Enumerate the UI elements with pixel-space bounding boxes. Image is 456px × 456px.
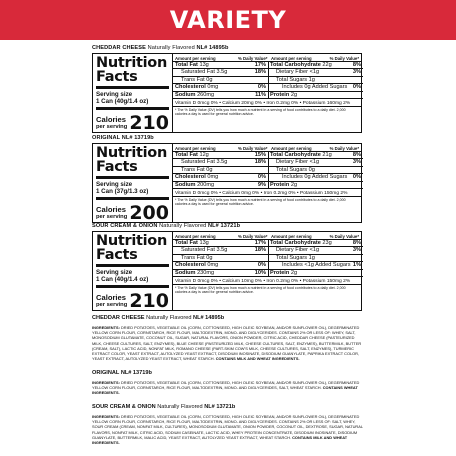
calories-label: Calories	[96, 205, 126, 214]
nutrient-amount: 0mg	[205, 84, 219, 91]
nutrient-label	[270, 84, 347, 91]
nutrient-name: Dietary Fiber	[276, 159, 309, 166]
calories-sub: per serving	[96, 124, 128, 130]
nutrition-title: Nutrition	[96, 145, 167, 161]
nutrient-row	[173, 77, 268, 84]
calories-sub: per serving	[96, 214, 128, 220]
nutrient-name: Total Fat	[175, 240, 198, 246]
nutrient-name: Total Carbohydrate	[270, 152, 321, 158]
dv-footnote: * The % Daily Value (DV) tells you how much a nutrient in a serving of food contributes to a daily diet. 2,000 calories a day is used for general nutrition advice.	[175, 108, 346, 117]
nutrient-dv: 0%	[257, 262, 266, 269]
calories-value: 200	[129, 202, 169, 224]
serving-size-value: 1 Can (40g/1.4 oz)	[96, 276, 149, 283]
panel-flavor-label	[92, 223, 240, 229]
nutrient-row	[173, 84, 268, 91]
nutrient-name: Total Carbohydrate	[270, 240, 321, 246]
flavor-suffix: Naturally Flavored	[146, 315, 194, 321]
nutrient-dv: 8%	[352, 62, 361, 68]
nutrient-amount: 0mg	[205, 262, 219, 269]
flavor-suffix: Naturally Flavored	[159, 223, 209, 229]
nutrient-dv: 3%	[352, 247, 361, 254]
calories-row	[96, 290, 169, 312]
nutrient-name: Trans Fat	[181, 254, 205, 261]
nutrient-amount: 22g	[320, 62, 332, 68]
calories-label-group	[96, 206, 127, 220]
thick-rule	[96, 107, 169, 110]
facts-title: Facts	[96, 247, 138, 263]
nutrient-row	[268, 182, 363, 189]
nutrient-label	[270, 182, 297, 189]
nutrient-dv: 17%	[254, 240, 266, 246]
nutrient-name: Trans Fat	[181, 76, 205, 83]
serving-size-value: 1 Can (40g/1.4 oz)	[96, 98, 149, 105]
nutrient-name: Cholesterol	[175, 262, 206, 269]
calories-value: 210	[129, 290, 169, 312]
nutrition-title: Nutrition	[96, 233, 167, 249]
flavor-name: CHEDDAR CHEESE	[92, 45, 148, 51]
nutrient-amount: 0g	[307, 166, 315, 173]
calories-row	[96, 202, 169, 224]
calories-label: Calories	[96, 115, 126, 124]
nutrient-name: Dietary Fiber	[276, 247, 309, 254]
nutrient-label	[175, 69, 227, 76]
banner-title: VARIETY	[169, 6, 287, 34]
flavor-suffix: Naturally Flavored	[147, 45, 197, 51]
nutrient-row	[268, 174, 363, 181]
nutrient-label	[270, 240, 332, 247]
dv-header: % Daily Value*	[329, 145, 359, 151]
nutrient-dv: 0%	[352, 174, 361, 181]
nutrient-row	[268, 262, 363, 269]
nutrient-label	[270, 69, 319, 76]
panel-left-column	[93, 232, 173, 310]
flavor-name: CHEDDAR CHEESE	[92, 315, 147, 321]
variety-banner	[0, 0, 456, 40]
nutrient-row	[173, 167, 268, 174]
nutrition-facts-panel	[92, 53, 362, 133]
nutrient-name: Sodium	[175, 269, 196, 276]
nutrient-name: Total Sugars	[276, 166, 308, 173]
nutrient-label	[175, 152, 209, 159]
nutrient-suffix: Added Sugars	[310, 174, 348, 181]
nl-code: NL# 13719b	[120, 370, 152, 376]
nutrient-dv: 17%	[254, 62, 266, 68]
nutrient-amount: 12g	[197, 152, 209, 158]
nutrient-label	[175, 182, 214, 189]
nutrient-name: Protein	[270, 269, 290, 276]
nutrient-dv: 8%	[352, 152, 361, 158]
nl-code: NL# 14895b	[193, 315, 225, 321]
nutrient-amount: 260mg	[195, 91, 215, 98]
calories-value: 210	[129, 112, 169, 134]
nutrient-name: Cholesterol	[175, 84, 206, 91]
calories-label: Calories	[96, 293, 126, 302]
calories-row	[96, 112, 169, 134]
nutrient-name: Saturated Fat	[181, 247, 215, 254]
nutrient-row	[173, 92, 268, 99]
nutrient-label	[270, 247, 319, 254]
amount-header: Amount per serving	[271, 55, 312, 61]
dv-footnote: * The % Daily Value (DV) tells you how much a nutrient in a serving of food contributes to a daily diet. 2,000 calories a day is used for general nutrition advice.	[175, 286, 346, 295]
nutrition-facts-panel	[92, 143, 362, 223]
nutrient-row	[173, 182, 268, 189]
nutrient-label	[270, 159, 319, 166]
amount-header: Amount per serving	[175, 233, 216, 239]
nutrient-name: Includes	[282, 84, 303, 91]
panel-flavor-label	[92, 45, 229, 51]
nutrient-label	[175, 240, 209, 247]
nutrient-label	[270, 174, 347, 181]
nutrient-row	[268, 152, 363, 159]
nutrient-label	[175, 167, 213, 174]
amount-header: Amount per serving	[175, 55, 216, 61]
ingredients-text	[92, 380, 364, 396]
thick-rule	[96, 264, 169, 267]
nl-code: NL# 13721b	[204, 404, 236, 410]
nutrient-dv: 10%	[254, 269, 266, 276]
nutrient-amount: 0g	[204, 254, 213, 261]
nutrient-row	[268, 247, 363, 254]
nutrient-label	[175, 255, 213, 262]
nutrient-amount: 23g	[320, 240, 332, 246]
nutrient-suffix: Added Sugars	[313, 262, 351, 269]
nutrient-row	[268, 92, 363, 99]
ingredients-text	[92, 325, 364, 361]
vitamins-row: Vitamin D 0mcg 0% • Calcium 20mg 0% • Iron 0.2mg 0% • Potassium 160mg 2%	[173, 100, 361, 107]
nl-code: NL# 13721b	[208, 223, 241, 229]
nutrient-dv: 15%	[254, 152, 266, 158]
flavor-name: SOUR CREAM & ONION	[92, 223, 160, 229]
nutrient-label	[270, 262, 351, 269]
panel-nutrients	[173, 144, 361, 222]
nutrition-facts-panel	[92, 231, 362, 311]
nutrient-amount: 2g	[289, 91, 298, 98]
nutrient-dv: 3%	[352, 69, 361, 76]
calories-label-group	[96, 294, 127, 308]
nutrient-name: Total Sugars	[276, 76, 308, 83]
nutrient-amount: 1g	[307, 76, 315, 83]
nutrient-row	[268, 255, 363, 262]
dv-header-row	[173, 232, 361, 240]
panel-nutrients	[173, 54, 361, 132]
nutrient-amount: <1g	[308, 69, 320, 76]
nutrient-amount: 0mg	[205, 174, 219, 181]
contains-statement: CONTAINS MILK AND WHEAT INGREDIENTS.	[92, 434, 348, 446]
vitamins-row: Vitamin D 0mcg 0% • Calcium 0mg 0% • Iron 0.2mg 0% • Potassium 150mg 2%	[173, 190, 361, 197]
panel-flavor-label	[92, 135, 154, 141]
nutrient-amount: 3.5g	[214, 69, 228, 76]
nutrient-name: Total Fat	[175, 152, 198, 158]
nutrient-label	[270, 167, 315, 174]
serving-size-value: 1 Can (37g/1.3 oz)	[96, 188, 149, 195]
nutrient-label	[270, 270, 297, 277]
nutrient-amount: 0g	[302, 84, 311, 91]
nutrient-dv: 1%	[352, 262, 361, 269]
nutrient-label	[175, 84, 218, 91]
nutrient-row	[268, 69, 363, 76]
nutrient-label	[270, 77, 315, 84]
nutrient-label	[270, 92, 297, 99]
nutrient-dv: 9%	[257, 181, 266, 188]
ingredients-list: DRIED POTATOES, VEGETABLE OIL (CORN, COTTONSEED, HIGH OLEIC SOYBEAN, AND/OR SUNFLOWER OIL), DEGERMINATED YELLOW CORN FLOUR, CORNSTARCH, RICE FLOUR, MALTODEXTRIN, MONO- AND DIGLYCERIDES. CONTAINS 2% OR LESS OF: SALT, WHEY, SOUR CREAM (CREAM, NONFAT MILK, CULTURES), MONOSODIUM GLUTAMATE, ONION POWDER, COCONUT OIL, DEXTROSE, SUGAR, NATURAL FLAVORS, NONFAT MILK, CITRIC ACID, SODIUM CASEINATE, LACTIC ACID, WHEY PROTEIN CONCENTRATE, DISODIUM INOSINATE, DISODIUM GUANYLATE, BUTTERMILK, MALIC ACID, YEAST EXTRACT, AUTOLYZED YEAST EXTRACT, WHEAT STARCH.	[92, 414, 363, 440]
nutrient-dv: 8%	[352, 240, 361, 246]
facts-title: Facts	[96, 69, 138, 85]
nutrient-dv: 18%	[254, 159, 266, 166]
nutrient-row	[173, 247, 268, 254]
ingredients-lead: INGREDIENTS:	[92, 325, 121, 330]
nutrient-amount: 13g	[197, 62, 209, 68]
nutrient-row	[173, 270, 268, 277]
nutrient-dv: 18%	[254, 69, 266, 76]
nutrient-name: Protein	[270, 181, 290, 188]
nutrient-label	[175, 262, 218, 269]
nutrient-name: Protein	[270, 91, 290, 98]
vitamins-row: Vitamin D 0mcg 0% • Calcium 10mg 0% • Iron 0.2mg 0% • Potassium 150mg 2%	[173, 278, 361, 285]
facts-title: Facts	[96, 159, 138, 175]
nutrient-label	[175, 62, 209, 69]
dv-header: % Daily Value*	[329, 55, 359, 61]
ingredients-text	[92, 414, 364, 445]
nutrient-amount: 2g	[289, 269, 298, 276]
dv-footnote: * The % Daily Value (DV) tells you how much a nutrient in a serving of food contributes to a daily diet. 2,000 calories a day is used for general nutrition advice.	[175, 198, 346, 207]
contains-statement: CONTAINS MILK AND WHEAT INGREDIENTS.	[215, 356, 300, 362]
nutrient-dv: 3%	[352, 159, 361, 166]
flavor-name: ORIGINAL	[92, 370, 121, 376]
nutrient-row	[173, 174, 268, 181]
nutrient-label	[270, 255, 315, 262]
nutrient-dv: 0%	[257, 84, 266, 91]
ingredients-lead: INGREDIENTS:	[92, 380, 121, 385]
nutrient-row	[173, 240, 268, 247]
dv-header: % Daily Value*	[238, 145, 268, 151]
nutrient-name: Sodium	[175, 91, 196, 98]
nutrient-amount: <1g	[308, 247, 320, 254]
ingredients-lead: INGREDIENTS:	[92, 414, 121, 419]
nutrient-suffix: Added Sugars	[310, 84, 348, 91]
panel-left-column	[93, 144, 173, 222]
nutrient-name: Trans Fat	[181, 166, 205, 173]
nutrient-amount: <1g	[302, 262, 314, 269]
nutrient-amount: 200mg	[195, 181, 215, 188]
nutrient-label	[175, 92, 214, 99]
flavor-suffix: Naturally Flavored	[157, 404, 205, 410]
nutrient-amount: 1g	[307, 254, 315, 261]
serving-size-label: Serving size	[96, 91, 133, 98]
nutrient-name: Sodium	[175, 181, 196, 188]
nutrient-label	[175, 247, 227, 254]
ingredients-list: DRIED POTATOES, VEGETABLE OIL (CORN, COTTONSEED, HIGH OLEIC SOYBEAN, AND/OR SUNFLOWER OIL), DEGERMINATED YELLOW CORN FLOUR, CORNSTARCH, RICE FLOUR, MALTODEXTRIN, MONO- AND DIGLYCERIDES. CONTAINS 2% OR LESS OF: WHEY, SALT, MONOSODIUM GLUTAMATE, COCONUT OIL, SUGAR, NATURAL FLAVORS, ONION POWDER, CITRIC ACID, CHEDDAR CHEESE (PASTEURIZED MILK, CHEESE CULTURES, SALT, ENZYMES), BLUE CHEESE (PASTEURIZED MILK, CHEESE CULTURES, SALT, ENZYMES), BUTTERMILK, BUTTER (CREAM, SALT), LACTIC ACID, NONFAT MILK, ROMANO CHEESE (PART-SKIM COW'S MILK, CHEESE CULTURES, SALT, ENZYMES), TURMERIC EXTRACT COLOR, YEAST EXTRACT, AUTOLYZED YEAST EXTRACT, DISODIUM INOSINATE, DISODIUM GUANYLATE, PAPRIKA EXTRACT COLOR, YEAST EXTRACT, AUTOLYZED YEAST EXTRACT, WHEAT STARCH.	[92, 325, 362, 362]
nutrient-label	[270, 62, 332, 69]
nutrient-name: Saturated Fat	[181, 69, 215, 76]
nutrient-amount: 0g	[204, 76, 213, 83]
amount-header: Amount per serving	[175, 145, 216, 151]
amount-header: Amount per serving	[271, 233, 312, 239]
ingredients-flavor-label	[92, 315, 224, 321]
nutrient-amount: 21g	[320, 152, 332, 158]
nutrient-row	[268, 240, 363, 247]
nutrient-row	[268, 62, 363, 69]
nutrient-amount: 2g	[289, 181, 298, 188]
nutrient-name: Includes	[282, 262, 303, 269]
panel-left-column	[93, 54, 173, 132]
nutrient-amount: <1g	[308, 159, 320, 166]
nutrient-name: Dietary Fiber	[276, 69, 309, 76]
nutrient-row	[268, 167, 363, 174]
nutrient-label	[175, 77, 213, 84]
nutrient-amount: 3.5g	[214, 159, 228, 166]
nutrient-row	[268, 270, 363, 277]
flavor-name: ORIGINAL	[92, 135, 122, 141]
nutrient-label	[175, 270, 214, 277]
nl-code: NL# 13719b	[121, 135, 154, 141]
thick-rule	[96, 197, 169, 200]
nutrient-row	[173, 159, 268, 166]
nutrient-name: Includes	[282, 174, 303, 181]
nl-code: NL# 14895b	[196, 45, 229, 51]
thick-rule	[96, 176, 169, 179]
panel-nutrients	[173, 232, 361, 310]
nutrient-row	[173, 62, 268, 69]
calories-label-group	[96, 116, 127, 130]
nutrient-amount: 13g	[197, 240, 209, 246]
nutrient-row	[268, 84, 363, 91]
nutrition-title: Nutrition	[96, 55, 167, 71]
dv-header-row	[173, 144, 361, 152]
nutrient-amount: 0g	[302, 174, 311, 181]
nutrient-name: Total Sugars	[276, 254, 308, 261]
ingredients-list: DRIED POTATOES, VEGETABLE OIL (CORN, COTTONSEED, HIGH OLEIC SOYBEAN, AND/OR SUNFLOWER OIL), DEGERMINATED YELLOW CORN FLOUR, CORNSTARCH, RICE FLOUR, MALTODEXTRIN, MONO- AND DIGLYCERIDES, SALT, WHEAT STARCH.	[92, 380, 360, 391]
nutrient-dv: 18%	[254, 247, 266, 254]
dv-header: % Daily Value*	[329, 233, 359, 239]
nutrient-name: Cholesterol	[175, 174, 206, 181]
nutrient-row	[173, 255, 268, 262]
nutrient-amount: 0g	[204, 166, 213, 173]
calories-sub: per serving	[96, 302, 128, 308]
nutrient-dv: 0%	[257, 174, 266, 181]
nutrient-amount: 230mg	[195, 269, 215, 276]
serving-size-label: Serving size	[96, 181, 133, 188]
nutrient-row	[173, 262, 268, 269]
nutrient-row	[268, 77, 363, 84]
nutrient-row	[173, 152, 268, 159]
serving-size-label: Serving size	[96, 269, 133, 276]
dv-header-row	[173, 54, 361, 62]
nutrient-label	[175, 159, 227, 166]
thick-rule	[96, 86, 169, 89]
nutrient-row	[173, 69, 268, 76]
thick-rule	[96, 285, 169, 288]
contains-statement: CONTAINS WHEAT INGREDIENTS.	[92, 385, 358, 396]
nutrient-name: Total Fat	[175, 62, 198, 68]
nutrient-label	[270, 152, 332, 159]
dv-header: % Daily Value*	[238, 233, 268, 239]
ingredients-flavor-label	[92, 370, 152, 376]
nutrient-dv: 0%	[352, 84, 361, 91]
nutrient-name: Total Carbohydrate	[270, 62, 321, 68]
flavor-name: SOUR CREAM & ONION	[92, 404, 158, 410]
ingredients-flavor-label	[92, 404, 235, 410]
nutrient-dv: 11%	[255, 91, 266, 98]
nutrient-row	[268, 159, 363, 166]
amount-header: Amount per serving	[271, 145, 312, 151]
nutrient-name: Saturated Fat	[181, 159, 215, 166]
dv-header: % Daily Value*	[238, 55, 268, 61]
nutrient-amount: 3.5g	[214, 247, 228, 254]
nutrient-label	[175, 174, 218, 181]
